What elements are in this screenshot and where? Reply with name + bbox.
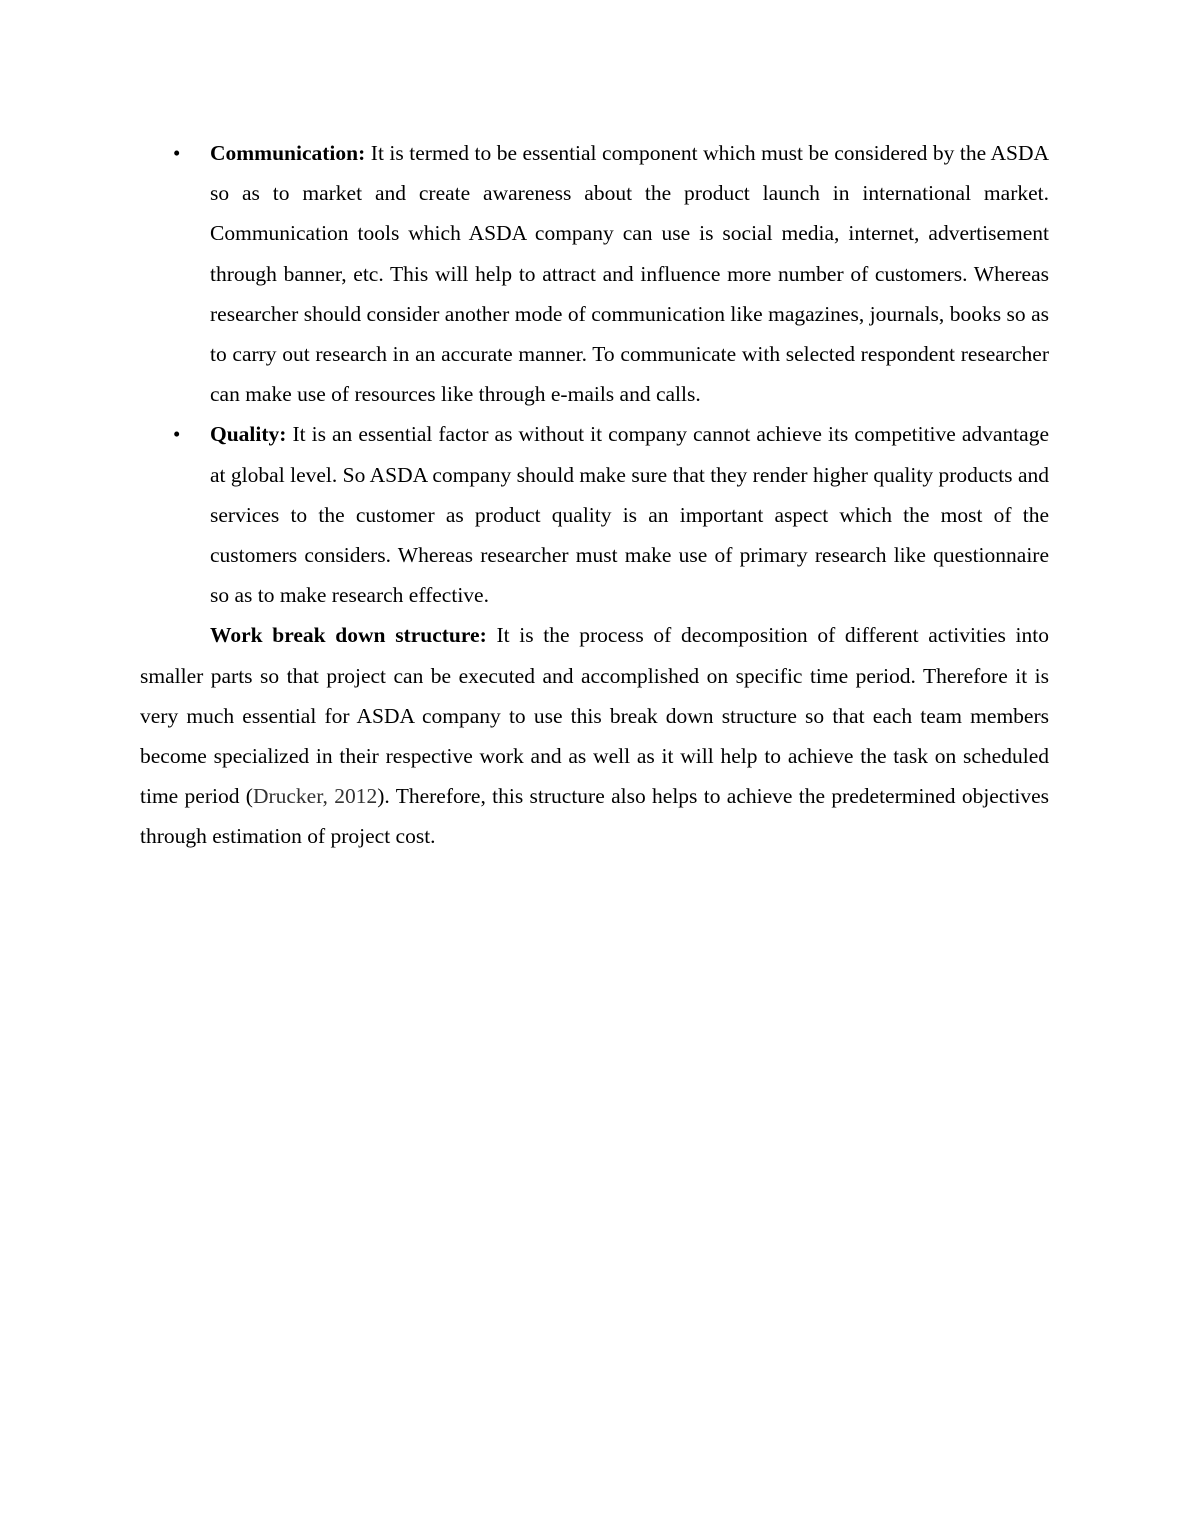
document-page bbox=[140, 133, 1049, 857]
paragraph-text-wbs-after: ). Therefore, this structure also helps to achieve the predetermined objectives through estimation of project cost. bbox=[140, 784, 1049, 849]
bullet-text-communication: It is termed to be essential component which must be considered by the ASDA so as to market and create awareness about the product launch in international market. Communication tools which ASDA company can use is social media, internet, advertisement through banner, etc. This will help to attract and influence more number of customers. Whereas researcher should consider another mode of communication like magazines, journals, books so as to carry out research in an accurate manner. To communicate with selected respondent researcher can make use of resources like through e-mails and calls. bbox=[210, 141, 1049, 407]
bullet-term-quality: Quality: bbox=[210, 422, 287, 447]
bullet-item-quality bbox=[140, 414, 1049, 615]
paragraph-text-wbs-before: It is the process of decomposition of different activities into smaller parts so that project can be executed and accomplished on specific time period. Therefore it is very much essential for ASDA company to use this break down structure so that each team members become specialized in their respective work and as well as it will help to achieve the task on scheduled time period ( bbox=[140, 623, 1049, 809]
bullet-marker: • bbox=[173, 422, 181, 447]
bullet-marker: • bbox=[173, 141, 181, 165]
bullet-text-quality: It is an essential factor as without it company cannot achieve its competitive advantage at global level. So ASDA company should make sure that they render higher quality products and services to the customer as product quality is an important aspect which the most of the customers considers. Whereas researcher must make use of primary research like questionnaire so as to make research effective. bbox=[210, 422, 1049, 608]
citation-drucker: Drucker, 2012 bbox=[252, 784, 378, 809]
bullet-item-communication bbox=[140, 133, 1049, 414]
bullet-term-communication: Communication: bbox=[210, 141, 366, 165]
paragraph-term-wbs: Work break down structure: bbox=[210, 623, 487, 648]
paragraph-work-breakdown-structure bbox=[140, 615, 1049, 856]
